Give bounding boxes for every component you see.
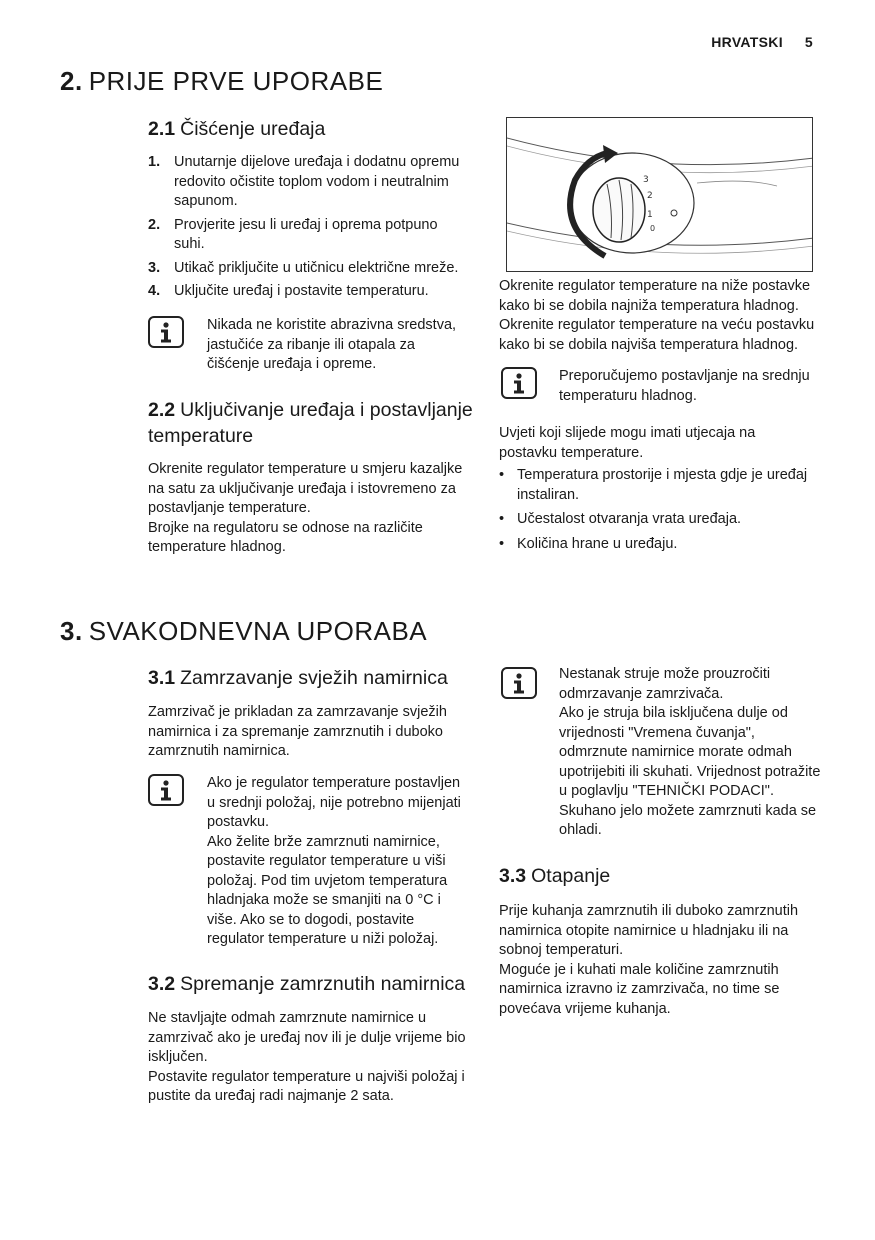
subsection-3-3-title	[499, 863, 610, 889]
list-item	[148, 216, 470, 255]
info-icon	[148, 774, 184, 806]
bullet: •	[499, 535, 505, 552]
paragraph: Ne stavljajte odmah zamrznute namirnice u zamrzivač ako je uređaj nov ili je dulje vrijeme bio isključen.	[148, 1010, 466, 1065]
subsection-number: 2.2	[148, 399, 176, 421]
step-text: Uključite uređaj i postavite temperaturu.	[174, 283, 429, 299]
section-number: 2.	[60, 66, 83, 96]
paragraph: Moguće je i kuhati male količine zamrznutih namirnica izravno iz zamrzivača, no time se povećava vrijeme kuhanja.	[499, 961, 780, 1017]
subsection-title-text: Zamrzavanje svježih namirnica	[180, 667, 448, 689]
subsection-number: 3.3	[499, 865, 527, 887]
bullet: •	[499, 511, 505, 527]
step-text: Unutarnje dijelove uređaja i dodatnu opremu redovito očistite toplom vodom i neutralnim sapunom.	[174, 154, 460, 209]
bullet-text: Učestalost otvaranja vrata uređaja.	[517, 511, 742, 527]
turn-on-text	[148, 460, 473, 558]
paragraph: Ako je regulator temperature postavljen u srednji položaj, nije potrebno mijenjati postavku.	[207, 775, 461, 830]
temperature-dial-figure	[506, 117, 813, 272]
paragraph: Skuhano jelo možete zamrznuti kada se ohladi.	[559, 802, 817, 838]
paragraph: Okrenite regulator temperature u smjeru kazaljke na satu za uključivanje uređaja i istovremeno za postavljanje temperature.	[148, 461, 463, 516]
step-text: Provjerite jesu li uređaj i oprema potpuno suhi.	[174, 216, 438, 252]
dial-label: 1	[647, 210, 653, 220]
storing-text	[148, 1009, 470, 1107]
subsection-title-text: Čišćenje uređaja	[180, 118, 326, 140]
step-text: Utikač priključite u utičnicu električne mreže.	[174, 259, 459, 276]
step-number: 1.	[148, 154, 161, 170]
note-cleaning: Nikada ne koristite abrazivna sredstva, jastučiće za ribanje ili otapala za čišćenje uređaja i opreme.	[207, 317, 457, 372]
dial-caption	[499, 277, 827, 355]
subsection-number: 3.2	[148, 973, 176, 995]
subsection-title-text: Otapanje	[531, 865, 611, 887]
note-medium-temperature: Preporučujemo postavljanje na srednju temperaturu hladnog.	[559, 368, 810, 404]
thawing-text	[499, 902, 815, 1019]
subsection-3-2-title	[148, 971, 465, 997]
paragraph: Ako je struja bila isključena dulje od vrijednosti "Vremena čuvanja", odmrznute namirnice morate odmah upotrijebiti ili skuhati. Vrijednost potražite u poglavlju "TEHNIČKI PODACI".	[559, 705, 821, 799]
section-title-text: PRIJE PRVE UPORABE	[88, 66, 384, 96]
conditions-list	[499, 466, 821, 559]
dial-label: 2	[647, 191, 653, 201]
info-icon	[501, 667, 537, 699]
section-title-text: SVAKODNEVNA UPORABA	[88, 616, 428, 646]
header-language: HRVATSKI	[711, 34, 783, 50]
paragraph: Brojke na regulatoru se odnose na različite temperature hladnog.	[148, 519, 423, 555]
list-item	[148, 153, 470, 212]
subsection-3-1-title	[148, 665, 448, 691]
paragraph: Prije kuhanja zamrznutih ili duboko zamrznutih namirnica otopite namirnice u hladnjaku ili na sobnoj temperaturi.	[499, 903, 799, 958]
cleaning-steps-list	[148, 153, 470, 306]
list-item	[148, 259, 470, 279]
paragraph: Okrenite regulator temperature na niže postavke kako bi se dobila najniža temperatura hladnog.	[499, 278, 811, 314]
subsection-number: 2.1	[148, 118, 176, 140]
freezing-intro: Zamrzivač je prikladan za zamrzavanje svježih namirnica i za spremanje zamrznutih i duboko zamrznutih namirnica.	[148, 704, 447, 759]
section-3-title	[60, 616, 427, 647]
bullet-text: Količina hrane u uređaju.	[517, 535, 678, 552]
subsection-2-1-title	[148, 116, 325, 142]
bullet: •	[499, 467, 505, 483]
step-number: 3.	[148, 259, 161, 276]
dial-label: 3	[643, 175, 649, 185]
section-2-title	[60, 66, 383, 97]
info-icon	[501, 367, 537, 399]
paragraph: Okrenite regulator temperature na veću postavku kako bi se dobila najviša temperatura hladnog.	[499, 317, 815, 353]
info-icon	[148, 316, 184, 348]
list-item	[499, 535, 821, 555]
dial-label: 0	[650, 224, 656, 233]
note-power-failure	[559, 665, 824, 841]
subsection-number: 3.1	[148, 667, 176, 689]
dial-illustration	[507, 118, 813, 272]
paragraph: Postavite regulator temperature u najviši položaj i pustite da uređaj radi najmanje 2 sata.	[148, 1068, 465, 1104]
list-item	[499, 510, 821, 530]
step-number: 2.	[148, 216, 161, 233]
conditions-intro: Uvjeti koji slijede mogu imati utjecaja na postavku temperature.	[499, 425, 756, 461]
bullet-text: Temperatura prostorije i mjesta gdje je uređaj instaliran.	[517, 467, 808, 503]
list-item	[499, 466, 821, 505]
note-freezing	[207, 774, 472, 950]
list-item	[148, 282, 470, 302]
subsection-title-text: Spremanje zamrznutih namirnica	[180, 973, 466, 995]
page-header	[711, 34, 813, 50]
subsection-title-text: Uključivanje uređaja i postavljanje temperature	[148, 399, 473, 447]
section-number: 3.	[60, 616, 83, 646]
paragraph: Ako želite brže zamrznuti namirnice, postavite regulator temperature u viši položaj. Pod tim uvjetom temperatura hladnjaka može se smanjiti na 0 °C i više. Ako se to dogodi, postavite regulator temperature u niži položaj.	[207, 833, 448, 947]
step-number: 4.	[148, 283, 161, 299]
page-number: 5	[804, 34, 813, 50]
subsection-2-2-title	[148, 397, 478, 449]
paragraph: Nestanak struje može prouzročiti odmrzavanje zamrzivača.	[559, 666, 771, 702]
